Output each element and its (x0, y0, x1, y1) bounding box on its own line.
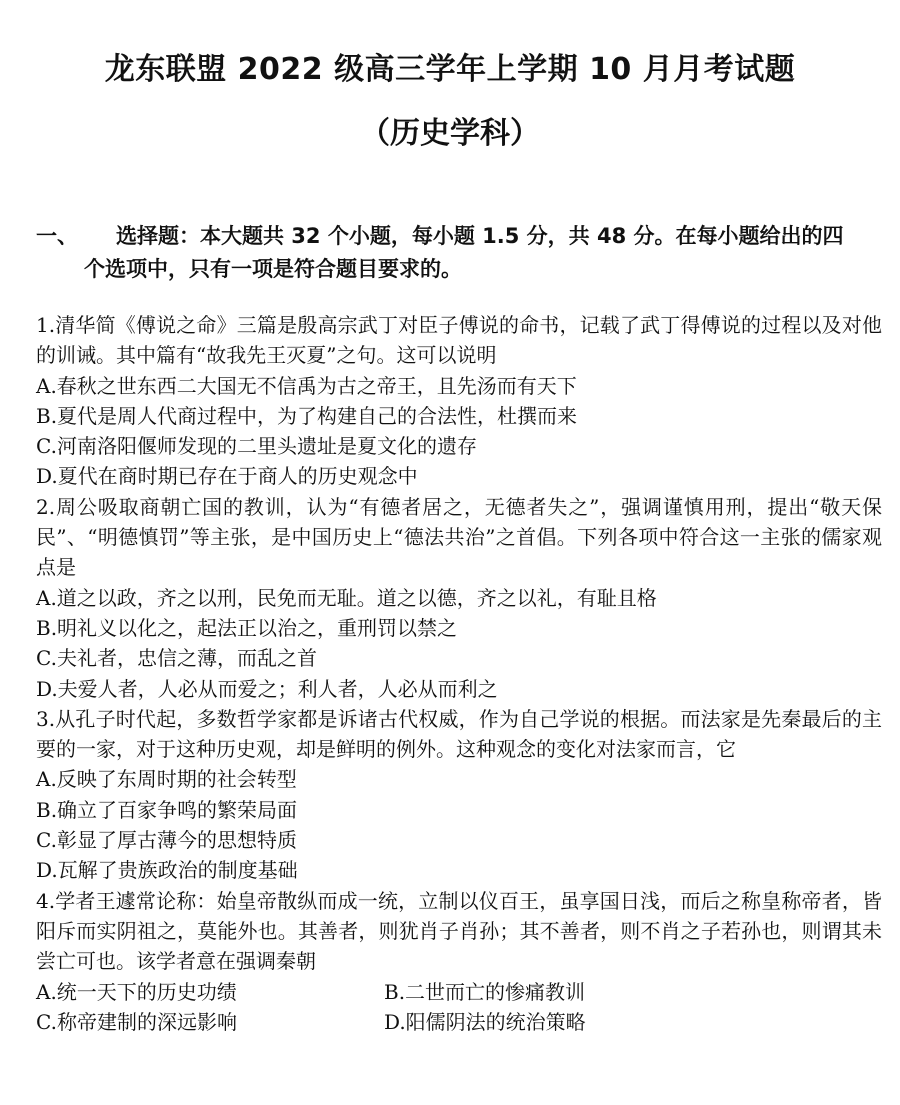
question-stem: 2.周公吸取商朝亡国的教训，认为“有德者居之，无德者失之”，强调谨慎用刑，提出“敬天保民”、“明德慎罚”等主张，是中国历史上“德法共治”之首倡。下列各项中符合这一主张的儒家观点是 (36, 494, 882, 580)
question-2 (36, 492, 882, 704)
question-4 (36, 886, 882, 1037)
option-d: D.阳儒阴法的统治策略 (384, 1009, 586, 1034)
option-c: C.彰显了厚古薄今的思想特质 (36, 828, 297, 853)
option-a: A.反映了东周时期的社会转型 (36, 767, 297, 792)
option-a: A.统一天下的历史功绩 (36, 979, 237, 1004)
question-stem: 3.从孔子时代起，多数哲学家都是诉诸古代权威，作为自己学说的根据。而法家是先秦最后的主要的一家，对于这种历史观，却是鲜明的例外。这种观念的变化对法家而言，它 (36, 706, 882, 762)
question-list (36, 310, 882, 1037)
question-stem: 4.学者王遽常论称：始皇帝散纵而成一统，立制以仪百王，虽享国日浅，而后之称皇称帝者，皆阳斥而实阴祖之，莫能外也。其善者，则犹肖子肖孙；其不善者，则不肖之子若孙也，则谓其未尝亡可也。该学者意在强调秦朝 (36, 888, 882, 974)
question-stem: 1.清华简《傅说之命》三篇是殷高宗武丁对臣子傅说的命书，记载了武丁得傅说的过程以及对他的训诫。其中篇有“故我先王灭夏”之句。这可以说明 (36, 313, 882, 368)
option-a: A.道之以政，齐之以刑，民免而无耻。道之以德，齐之以礼，有耻且格 (36, 585, 657, 610)
option-row (36, 1007, 882, 1037)
question-3 (36, 704, 882, 886)
page-title: 龙东联盟 2022 级高三学年上学期 10 月月考试题 (104, 52, 796, 87)
option-d: D.夫爱人者，人必从而爱之；利人者，人必从而利之 (36, 676, 498, 701)
option-c: C.称帝建制的深远影响 (36, 1009, 237, 1034)
option-b: B.夏代是周人代商过程中，为了构建自己的合法性，杜撰而来 (36, 403, 578, 428)
section-instructions-line1: 选择题：本大题共 32 个小题，每小题 1.5 分，共 48 分。在每小题给出的四 (116, 224, 844, 248)
section-number: 一、 (36, 224, 78, 248)
option-a: A.春秋之世东西二大国无不信禹为古之帝王，且先汤而有天下 (36, 373, 577, 398)
option-b: B.二世而亡的惨痛教训 (384, 979, 586, 1004)
section-instructions (36, 220, 876, 286)
option-c: C.夫礼者，忠信之薄，而乱之首 (36, 646, 317, 671)
page-subtitle: （历史学科） (360, 116, 540, 151)
option-d: D.夏代在商时期已存在于商人的历史观念中 (36, 464, 418, 489)
option-c: C.河南洛阳偃师发现的二里头遗址是夏文化的遗存 (36, 434, 477, 459)
option-d: D.瓦解了贵族政治的制度基础 (36, 858, 298, 883)
option-b: B.明礼义以化之，起法正以治之，重刑罚以禁之 (36, 615, 458, 640)
section-instructions-line2: 个选项中，只有一项是符合题目要求的。 (84, 257, 462, 281)
section-line-1 (36, 220, 876, 253)
option-b: B.确立了百家争鸣的繁荣局面 (36, 797, 298, 822)
option-row (36, 977, 882, 1007)
question-1 (36, 310, 882, 492)
